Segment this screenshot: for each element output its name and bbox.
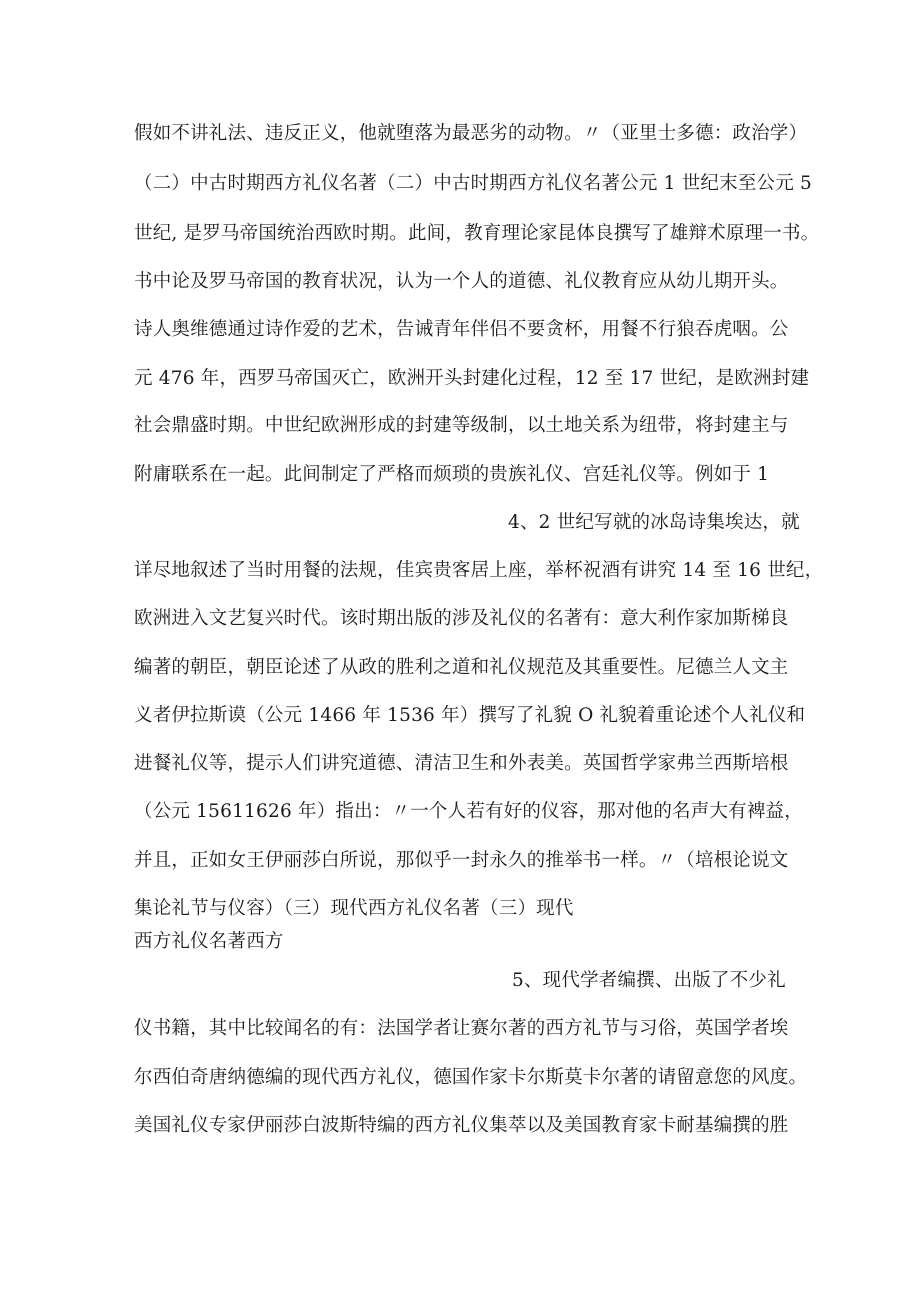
text-line-6: 元 476 年，西罗马帝国灭亡，欧洲开头封建化过程，12 至 17 世纪，是欧洲封建: [134, 368, 810, 389]
text-line-21: 尔西伯奇唐纳德编的现代西方礼仪，德国作家卡尔斯莫卡尔著的请留意您的风度。: [134, 1067, 808, 1088]
text-line-10: 详尽地叙述了当时用餐的法规，佳宾贵客居上座，举杯祝酒有讲究 14 至 16 世纪，: [134, 560, 824, 581]
text-line-17: 集论礼节与仪容）（三）现代西方礼仪名著（三）现代: [134, 898, 574, 919]
text-line-11: 欧洲进入文艺复兴时代。该时期出版的涉及礼仪的名著有：意大利作家加斯梯良: [134, 608, 789, 629]
text-line-19: 5、现代学者编撰、出版了不少礼: [512, 970, 786, 991]
text-line-1: 假如不讲礼法、违反正义，他就堕落为最恶劣的动物。〃（亚里士多德：政治学）: [134, 123, 808, 144]
text-line-20: 仪书籍，其中比较闻名的有：法国学者让赛尔著的西方礼节与习俗，英国学者埃: [134, 1018, 789, 1039]
text-line-2: （二）中古时期西方礼仪名著（二）中古时期西方礼仪名著公元 1 世纪末至公元 5: [134, 173, 812, 194]
text-line-8: 附庸联系在一起。此间制定了严格而烦琐的贵族礼仪、宫廷礼仪等。例如于 1: [134, 464, 770, 485]
text-line-7: 社会鼎盛时期。中世纪欧洲形成的封建等级制，以土地关系为纽带，将封建主与: [134, 415, 789, 436]
text-line-18: 西方礼仪名著西方: [134, 931, 284, 952]
text-line-3: 世纪, 是罗马帝国统治西欧时期。此间，教育理论家昆体良撰写了雄辩术原理一书。: [134, 223, 820, 244]
text-line-9: 4、2 世纪写就的冰岛诗集埃达，就: [508, 512, 800, 533]
text-line-14: 进餐礼仪等，提示人们讲究道德、清洁卫生和外表美。英国哲学家弗兰西斯培根: [134, 753, 789, 774]
text-line-16: 并且，正如女王伊丽莎白所说，那似乎一封永久的推举书一样。〃（培根论说文: [134, 850, 789, 871]
text-line-12: 编著的朝臣，朝臣论述了从政的胜利之道和礼仪规范及其重要性。尼德兰人文主: [134, 657, 789, 678]
text-line-15: （公元 15611626 年）指出：〃一个人若有好的仪容，那对他的名声大有裨益，: [134, 801, 803, 822]
text-line-5: 诗人奥维德通过诗作爱的艺术，告诫青年伴侣不要贪杯，用餐不行狼吞虎咽。公: [134, 319, 789, 340]
text-line-4: 书中论及罗马帝国的教育状况，认为一个人的道德、礼仪教育应从幼儿期开头。: [134, 271, 789, 292]
text-line-22: 美国礼仪专家伊丽莎白波斯特编的西方礼仪集萃以及美国教育家卡耐基编撰的胜: [134, 1115, 789, 1136]
text-line-13: 义者伊拉斯谟（公元 1466 年 1536 年）撰写了礼貌 O 礼貌着重论述个人礼仪和: [134, 705, 806, 726]
